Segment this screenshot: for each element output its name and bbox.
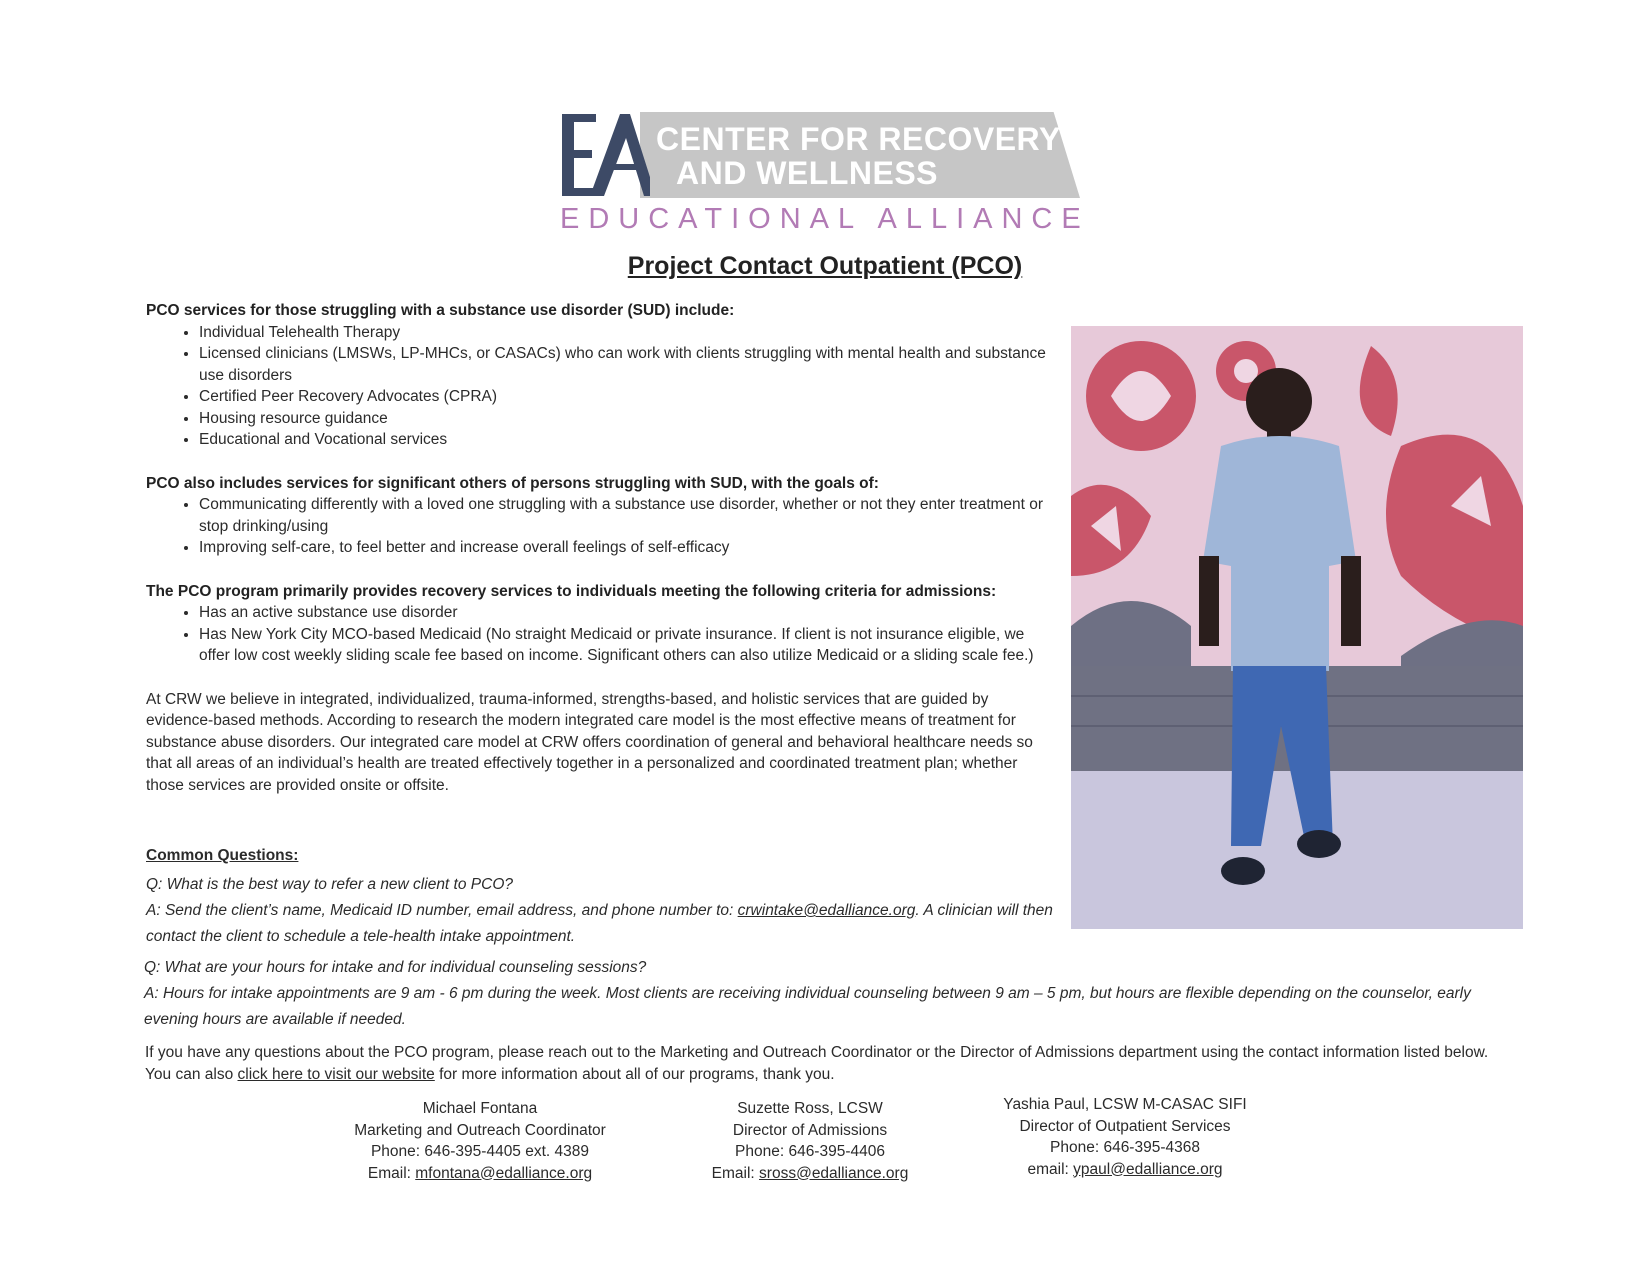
- client-photo: [1071, 326, 1523, 929]
- page-title: Project Contact Outpatient (PCO): [627, 252, 1023, 280]
- contact-email-link[interactable]: ypaul@edalliance.org: [1073, 1160, 1223, 1178]
- logo-line-1: CENTER FOR RECOVERY: [656, 121, 1061, 157]
- logo-line-2: AND WELLNESS: [676, 155, 938, 191]
- closing-paragraph: [145, 1042, 1505, 1085]
- contact-card-fontana: [330, 1098, 630, 1184]
- answer-1: [146, 898, 1056, 950]
- contact-role: Marketing and Outreach Coordinator: [354, 1121, 606, 1139]
- contact-phone: Phone: 646-395-4406: [735, 1143, 885, 1160]
- closing-text: for more information about all of our programs, thank you.: [434, 1065, 835, 1083]
- website-link[interactable]: click here to visit our website: [237, 1065, 435, 1083]
- contact-name: Yashia Paul, LCSW M-CASAC SIFI: [1003, 1096, 1247, 1113]
- answer-1-text: . A clinician will then contact the client to schedule a tele-health intake appointment.: [146, 902, 1053, 945]
- logo: [560, 112, 1090, 235]
- answer-2: A: Hours for intake appointments are 9 am - 6 pm during the week. Most clients are receiving individual counseling between 9 am – 5 pm, but hours are flexible depending on the counselor, early evening hours are available if needed.: [144, 985, 1471, 1028]
- question-1: Q: What is the best way to refer a new client to PCO?: [146, 876, 513, 893]
- list-item: • Has an active substance use disorder: [199, 602, 1046, 624]
- list-item: • Has New York City MCO-based Medicaid (No straight Medicaid or private insurance. If client is not insurance eligible, we offer low cost weekly sliding scale fee based on income. Significant others can also utilize Medicaid or a sliding scale fee.): [199, 624, 1046, 667]
- contact-phone: Phone: 646-395-4405 ext. 4389: [370, 1143, 590, 1160]
- email-label: Email:: [711, 1164, 760, 1182]
- contact-email-link[interactable]: sross@edalliance.org: [759, 1164, 909, 1182]
- common-questions-heading: Common Questions:: [146, 847, 299, 864]
- list-item: • Communicating differently with a loved one struggling with a substance use disorder, whether or not they enter treatment or stop drinking/using: [199, 494, 1046, 537]
- ea-monogram-icon: [560, 112, 650, 198]
- contact-email-row: [330, 1163, 630, 1185]
- closing-text: If you have any questions about the PCO program, please reach out to the Marketing and Outreach Coordinator or the Director of Admissions department using the contact information listed below. You can also: [145, 1044, 1489, 1083]
- list-item: • Certified Peer Recovery Advocates (CPRA): [199, 386, 1046, 408]
- contact-card-paul: [975, 1094, 1275, 1180]
- contact-role: Director of Admissions: [732, 1121, 888, 1139]
- answer-1-text: A: Send the client’s name, Medicaid ID number, email address, and phone number to:: [146, 902, 738, 919]
- section-heading: PCO also includes services for significant others of persons struggling with SUD, with the goals of:: [146, 474, 879, 492]
- question-2: Q: What are your hours for intake and for individual counseling sessions?: [144, 959, 647, 976]
- section-heading: PCO services for those struggling with a substance use disorder (SUD) include:: [146, 302, 735, 319]
- contact-phone: Phone: 646-395-4368: [1050, 1139, 1200, 1156]
- logo-tagline: EDUCATIONAL ALLIANCE: [560, 203, 1090, 235]
- admission-criteria-list: [146, 602, 1046, 667]
- list-item: • Housing resource guidance: [199, 408, 1046, 430]
- list-item: • Educational and Vocational services: [199, 429, 1046, 451]
- contact-role: Director of Outpatient Services: [1019, 1117, 1231, 1135]
- list-item: • Licensed clinicians (LMSWs, LP-MHCs, or CASACs) who can work with clients struggling with mental health and substance use disorders: [199, 343, 1046, 386]
- philosophy-paragraph: At CRW we believe in integrated, individualized, trauma-informed, strengths-based, and holistic services that are guided by evidence-based methods. According to research the modern integrated care model is the most effective means of treatment for substance abuse disorders. Our integrated care model at CRW offers coordination of general and behavioral healthcare needs so that all areas of an individual’s health are treated effectively together in a personalized and coordinated treatment plan; whether those services are provided onsite or offsite.: [146, 690, 1033, 794]
- contact-card-ross: [680, 1098, 940, 1184]
- main-content: [146, 300, 1046, 796]
- services-list: [146, 322, 1046, 451]
- list-item: • Improving self-care, to feel better and increase overall feelings of self-efficacy: [199, 537, 1046, 559]
- contact-email-row: [680, 1163, 940, 1185]
- contact-name: Michael Fontana: [422, 1100, 538, 1117]
- section-heading: The PCO program primarily provides recovery services to individuals meeting the following criteria for admissions:: [146, 582, 997, 600]
- contact-email-row: [975, 1159, 1275, 1181]
- contact-email-link[interactable]: mfontana@edalliance.org: [415, 1164, 593, 1182]
- email-label: Email:: [367, 1164, 416, 1182]
- list-item: • Individual Telehealth Therapy: [199, 322, 1046, 344]
- significant-others-list: [146, 494, 1046, 559]
- contact-name: Suzette Ross, LCSW: [737, 1100, 883, 1117]
- email-label: email:: [1027, 1160, 1074, 1178]
- intake-email-link[interactable]: crwintake@edalliance.org: [737, 902, 916, 919]
